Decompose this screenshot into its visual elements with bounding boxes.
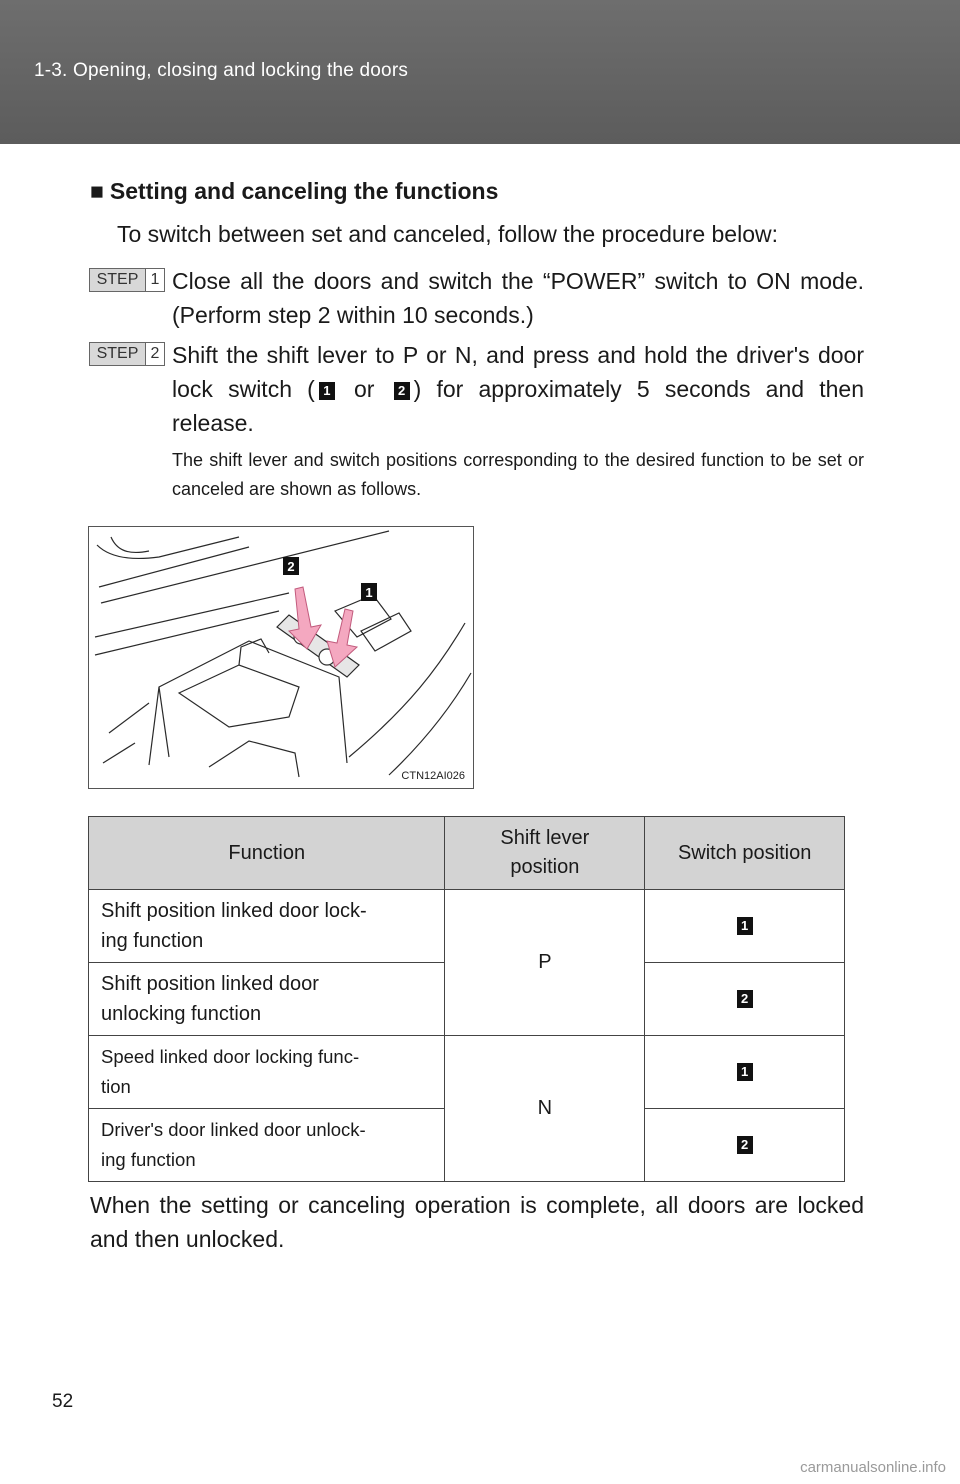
table-row (89, 890, 845, 963)
step-2-text: Shift the shift lever to P or N, and press and hold the driver's door lock switch ( 1 or 2 ) for approximately 5 seconds and then release. (172, 342, 864, 436)
table-cell-function: Speed linked door locking func- tion (89, 1036, 445, 1109)
callout-2-label: 2 (287, 559, 295, 574)
table-header-function: Function (89, 817, 445, 890)
table-header-switch: Switch position (645, 817, 845, 890)
bullet-square-icon: ■ (90, 178, 104, 204)
switch-2-icon: 2 (737, 1136, 753, 1154)
table-cell-function: Driver's door linked door unlock- ing function (89, 1109, 445, 1182)
step-1-text: Close all the doors and switch the “POWER” switch to ON mode. (Perform step 2 within 10 seconds.) (172, 268, 864, 328)
table-cell-switch (645, 890, 845, 963)
callout-2-icon: 2 (394, 382, 410, 400)
table-cell-shift: N (445, 1036, 645, 1182)
step-note: The shift lever and switch positions corresponding to the desired function to be set or canceled are shown as follows. (172, 450, 864, 499)
section-title-text: Setting and canceling the functions (109, 178, 499, 204)
closing-text: When the setting or canceling operation is complete, all doors are locked and then unlocked. (90, 1192, 864, 1252)
figure-code: CTN12AI026 (401, 770, 465, 782)
door-panel-drawing (89, 527, 473, 788)
intro-text: To switch between set and canceled, follow the procedure below: (117, 221, 779, 247)
table-cell-switch (645, 1036, 845, 1109)
switch-2-icon: 2 (737, 990, 753, 1008)
step-2-badge: STEP 2 (89, 342, 165, 366)
table-cell-function: Shift position linked door unlocking function (89, 963, 445, 1036)
table-header-row (89, 817, 845, 890)
chapter-title: 1-3. Opening, closing and locking the doors (34, 60, 409, 81)
table-cell-function: Shift position linked door lock- ing function (89, 890, 445, 963)
watermark: carmanualsonline.info (800, 1459, 946, 1476)
section-title (90, 178, 498, 205)
step-1-badge: STEP 1 (89, 268, 165, 292)
switch-1-icon: 1 (737, 917, 753, 935)
table-cell-switch (645, 1109, 845, 1182)
callout-1-icon: 1 (319, 382, 335, 400)
table-cell-switch (645, 963, 845, 1036)
table-header-shift: Shift lever position (445, 817, 645, 890)
page-number: 52 (52, 1391, 74, 1412)
callout-1-label: 1 (365, 585, 373, 600)
table-row (89, 1036, 845, 1109)
table-cell-shift: P (445, 890, 645, 1036)
switch-1-icon: 1 (737, 1063, 753, 1081)
door-lock-switch-illustration (88, 526, 474, 789)
function-table (88, 816, 845, 1182)
page-header (0, 0, 960, 144)
